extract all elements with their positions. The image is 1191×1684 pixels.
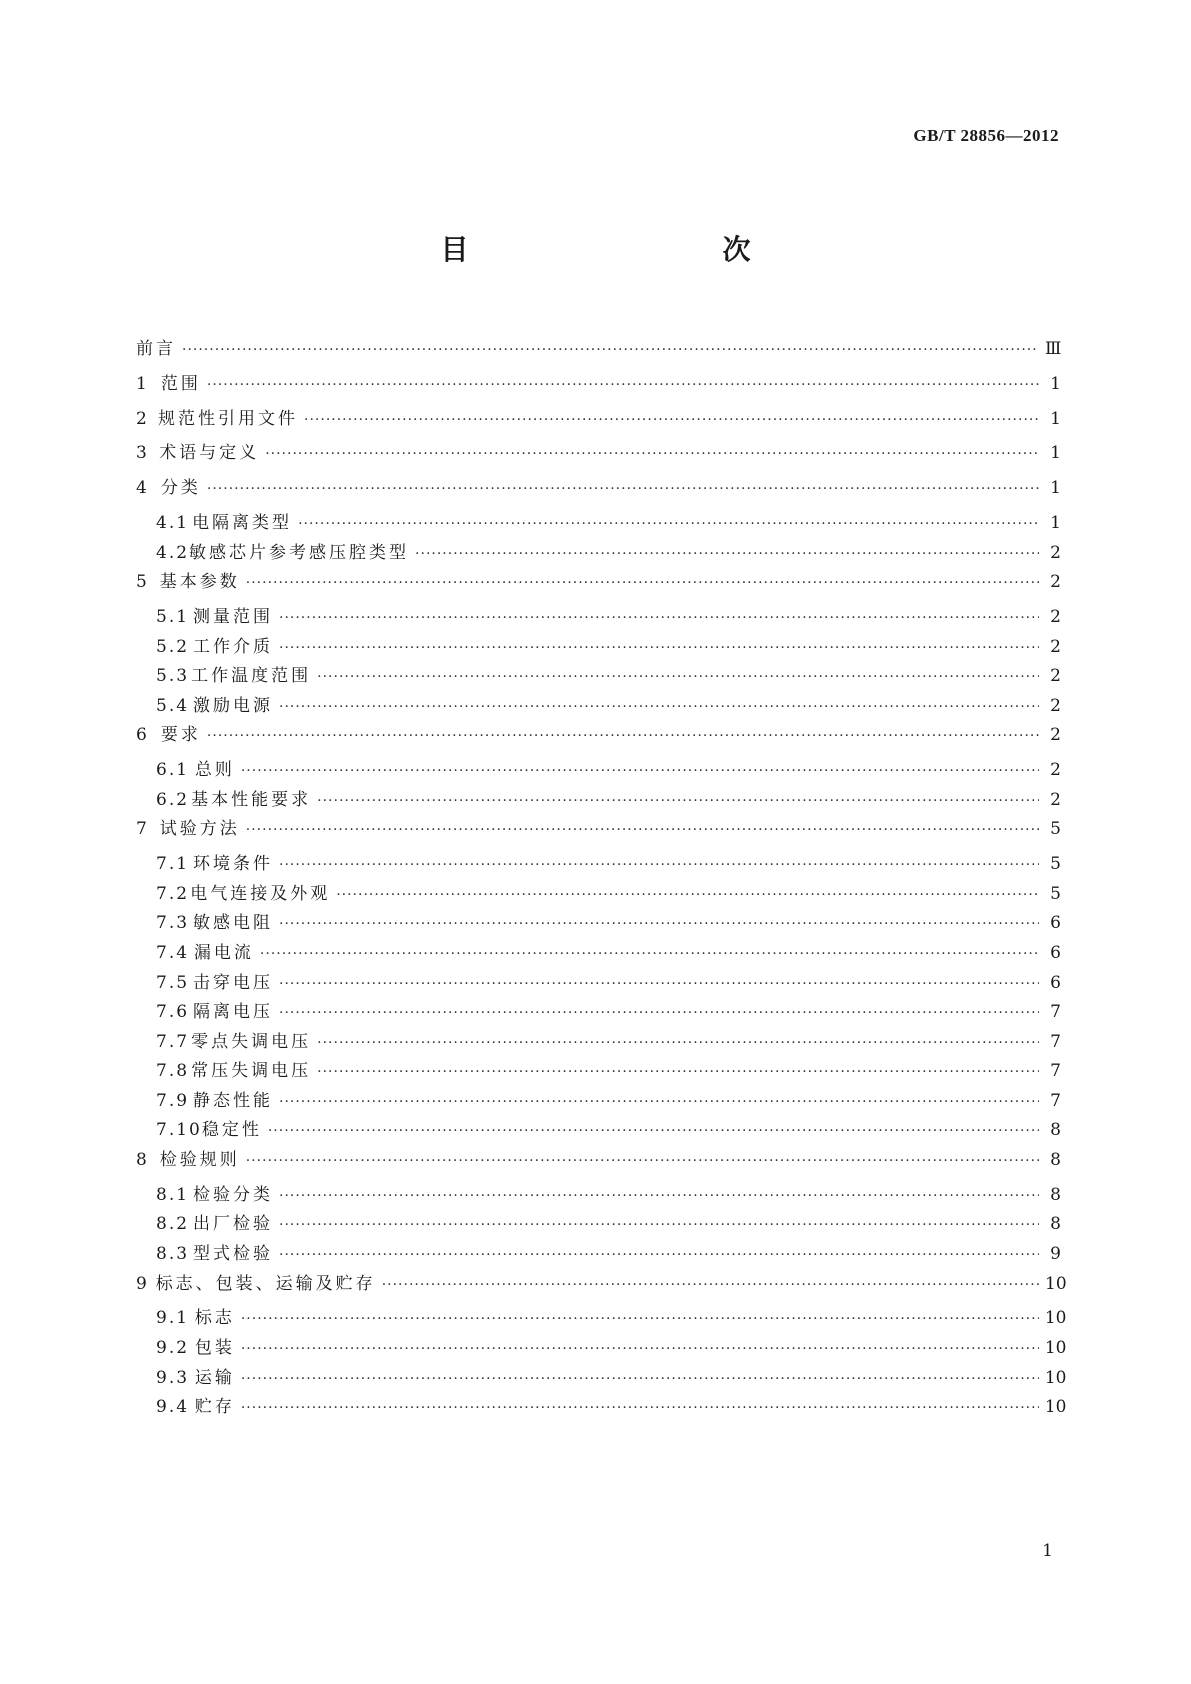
toc-entry[interactable] (136, 1056, 1061, 1086)
toc-entry-title: 基本参数 (159, 572, 240, 593)
toc-entry-title: 范围 (160, 373, 201, 394)
toc-entry-number: 9 (136, 1273, 149, 1294)
toc-entry-title: 前言 (136, 339, 176, 359)
dot-leader (317, 793, 1039, 809)
toc-entry-number: 4.1 (156, 512, 190, 533)
dot-leader (317, 1064, 1039, 1080)
toc-entry[interactable] (136, 404, 1061, 439)
toc-entry-title: 敏感芯片参考感压腔类型 (189, 542, 410, 563)
dot-leader (246, 575, 1039, 591)
toc-entry-number: 5.1 (156, 606, 190, 627)
toc-entry-title: 总则 (194, 760, 235, 781)
toc-entry-title: 型式检验 (193, 1244, 273, 1265)
toc-entry-title: 贮存 (194, 1397, 235, 1418)
toc-entry-page: 7 (1050, 1090, 1061, 1111)
toc-entry-page: 10 (1045, 1273, 1067, 1294)
toc-entry-title: 包装 (194, 1338, 235, 1359)
toc-entry-title: 稳定性 (201, 1120, 262, 1141)
toc-entry-title: 工作温度范围 (191, 666, 312, 687)
toc-entry-title: 常压失调电压 (191, 1061, 312, 1082)
dot-leader (317, 1035, 1039, 1051)
toc-entry[interactable] (136, 1392, 1067, 1422)
toc-entry[interactable] (136, 1303, 1067, 1333)
toc-entry-number: 7.9 (156, 1090, 190, 1111)
toc-entry-page: 8 (1050, 1214, 1061, 1235)
toc-entry[interactable] (136, 814, 1061, 849)
toc-entry-title: 敏感电阻 (193, 913, 273, 934)
toc-entry-title: 检验规则 (159, 1150, 240, 1171)
toc-heading: 目 次 (440, 233, 817, 266)
toc-entry-page: 2 (1050, 725, 1061, 746)
dot-leader (336, 887, 1039, 903)
toc-entry-page: 7 (1050, 1031, 1061, 1052)
toc-entry-page: 1 (1050, 512, 1061, 533)
toc-entry-number: 8.1 (156, 1184, 190, 1205)
toc-entry[interactable] (136, 1115, 1061, 1145)
toc-entry-number: 9.4 (156, 1397, 190, 1418)
dot-leader (241, 1311, 1039, 1327)
toc-entry-page: 5 (1050, 819, 1061, 840)
toc-entry-number: 7.1 (156, 854, 190, 875)
toc-entry-number: 4.2 (156, 542, 190, 563)
toc-entry[interactable] (136, 691, 1061, 721)
toc-entry-page: 2 (1050, 542, 1061, 563)
toc-entry-number: 8 (136, 1150, 149, 1171)
toc-entry[interactable] (136, 632, 1061, 662)
toc-entry-number: 5 (136, 572, 149, 593)
toc-entry-title: 测量范围 (193, 606, 273, 627)
toc-entry-number: 8.3 (156, 1244, 190, 1265)
toc-entry-page: 6 (1050, 913, 1061, 934)
toc-entry-number: 2 (136, 408, 149, 429)
standard-number: GB/T 28856—2012 (913, 126, 1059, 145)
toc-entry-page: 7 (1050, 1002, 1061, 1023)
toc-entry[interactable] (136, 1027, 1061, 1057)
toc-entry-number: 9.1 (156, 1308, 190, 1329)
toc-entry-number: 8.2 (156, 1214, 190, 1235)
dot-leader (304, 412, 1039, 428)
toc-entry[interactable] (136, 473, 1061, 508)
toc-entry-page: 2 (1050, 789, 1061, 810)
toc-entry[interactable] (136, 1363, 1067, 1393)
toc-entry-number: 5.4 (156, 695, 190, 716)
toc-entry-title: 检验分类 (193, 1184, 273, 1205)
dot-leader (241, 1341, 1039, 1357)
toc-entry[interactable] (136, 720, 1061, 755)
dot-leader (279, 1005, 1039, 1021)
toc-entry[interactable] (136, 508, 1061, 538)
toc-entry-page: 2 (1050, 666, 1061, 687)
toc-entry[interactable] (136, 602, 1061, 632)
toc-entry[interactable] (136, 1145, 1061, 1180)
toc-entry[interactable] (136, 908, 1061, 938)
toc-entry-page: 6 (1050, 942, 1061, 963)
toc-entry-page: 1 (1050, 443, 1061, 464)
toc-entry-page: 8 (1050, 1150, 1061, 1171)
dot-leader (279, 976, 1039, 992)
dot-leader (279, 640, 1039, 656)
toc-entry-page: 10 (1044, 1367, 1067, 1388)
dot-leader (382, 1277, 1039, 1293)
dot-leader (265, 446, 1039, 462)
dot-leader (182, 342, 1039, 358)
toc-entry-number: 7.2 (156, 883, 190, 904)
toc-entry-number: 6.1 (156, 760, 190, 781)
toc-entry-title: 规范性引用文件 (158, 408, 299, 429)
toc-entry-page: 2 (1050, 606, 1061, 627)
toc-entry[interactable] (136, 938, 1061, 968)
toc-entry-title: 术语与定义 (159, 443, 260, 464)
toc-entry-page: 10 (1044, 1308, 1067, 1329)
toc-entry-page: 10 (1044, 1397, 1067, 1418)
toc-entry-number: 6 (136, 725, 149, 746)
toc-entry-number: 4 (136, 478, 149, 499)
dot-leader (268, 1123, 1039, 1139)
toc-entry-page: 8 (1050, 1120, 1061, 1141)
dot-leader (298, 516, 1039, 532)
toc-entry[interactable] (136, 785, 1061, 815)
toc-entry[interactable] (136, 968, 1061, 998)
toc-entry-title: 要求 (160, 725, 201, 746)
dot-leader (246, 1153, 1039, 1169)
toc-entry-page: 5 (1050, 883, 1061, 904)
toc-entry-title: 电隔离类型 (192, 512, 293, 533)
toc-entry[interactable] (136, 661, 1061, 691)
dot-leader (279, 1188, 1039, 1204)
toc-entry[interactable] (136, 567, 1061, 602)
toc-entry[interactable] (136, 1239, 1061, 1269)
toc-entry[interactable] (136, 1269, 1067, 1304)
dot-leader (279, 1247, 1039, 1263)
toc-entry-page: 2 (1050, 760, 1061, 781)
toc-entry-title: 击穿电压 (193, 972, 273, 993)
toc-entry[interactable] (136, 1333, 1067, 1363)
toc-entry-title: 漏电流 (193, 942, 254, 963)
toc-entry-page: 8 (1050, 1184, 1061, 1205)
dot-leader (260, 946, 1039, 962)
toc-entry-title: 基本性能要求 (191, 789, 312, 810)
toc-entry-number: 3 (136, 443, 149, 464)
toc-entry-number: 6.2 (156, 789, 190, 810)
toc-entry-number: 7.5 (156, 972, 190, 993)
dot-leader (241, 1400, 1039, 1416)
toc-entry[interactable] (136, 1086, 1061, 1116)
dot-leader (279, 916, 1039, 932)
toc-entry-number: 7.4 (156, 942, 190, 963)
toc-entry[interactable] (136, 997, 1061, 1027)
toc-entry[interactable] (136, 538, 1061, 568)
toc-entry-title: 分类 (160, 478, 201, 499)
toc-entry[interactable] (136, 369, 1061, 404)
toc-entry-title: 零点失调电压 (191, 1031, 312, 1052)
toc-entry-number: 7.10 (156, 1120, 202, 1141)
toc-entry-number: 7.6 (156, 1002, 190, 1023)
toc-entry-page: 2 (1050, 636, 1061, 657)
toc-entry[interactable] (136, 755, 1061, 785)
toc-entry-number: 7.3 (156, 913, 190, 934)
toc-entry-title: 出厂检验 (193, 1214, 273, 1235)
toc-entry-number: 7.7 (156, 1031, 190, 1052)
table-of-contents (136, 334, 1067, 1422)
toc-entry-title: 标志 (194, 1308, 235, 1329)
toc-entry[interactable] (136, 879, 1061, 909)
dot-leader (415, 546, 1039, 562)
dot-leader (317, 669, 1039, 685)
toc-entry-title: 隔离电压 (193, 1002, 273, 1023)
dot-leader (279, 1217, 1039, 1233)
toc-entry-title: 运输 (194, 1367, 235, 1388)
toc-entry[interactable] (136, 1180, 1061, 1210)
toc-entry-page: 10 (1044, 1338, 1067, 1359)
toc-entry-page: 2 (1050, 695, 1061, 716)
toc-entry[interactable] (136, 849, 1061, 879)
dot-leader (279, 1094, 1039, 1110)
toc-entry[interactable] (136, 334, 1061, 369)
toc-entry-title: 试验方法 (159, 819, 240, 840)
page-number: 1 (1042, 1541, 1053, 1561)
dot-leader (241, 1371, 1039, 1387)
toc-entry-page: 9 (1050, 1244, 1061, 1265)
toc-entry-title: 激励电源 (193, 695, 273, 716)
toc-entry[interactable] (136, 1209, 1061, 1239)
toc-entry-page: Ⅲ (1045, 339, 1062, 359)
dot-leader (279, 610, 1039, 626)
toc-entry-title: 静态性能 (193, 1090, 273, 1111)
dot-leader (279, 857, 1039, 873)
toc-entry-number: 7.8 (156, 1061, 190, 1082)
toc-entry-page: 7 (1050, 1061, 1061, 1082)
toc-entry-page: 6 (1050, 972, 1061, 993)
toc-entry-number: 5.3 (156, 666, 190, 687)
toc-entry-page: 1 (1050, 478, 1061, 499)
toc-entry-number: 5.2 (156, 636, 190, 657)
toc-entry-number: 1 (136, 373, 149, 394)
toc-entry-number: 7 (136, 819, 149, 840)
toc-entry-number: 9.2 (156, 1338, 190, 1359)
toc-entry-page: 1 (1050, 408, 1061, 429)
toc-entry-page: 5 (1050, 854, 1061, 875)
toc-entry-title: 标志、包装、运输及贮存 (155, 1273, 376, 1294)
toc-entry-title: 环境条件 (193, 854, 273, 875)
toc-entry-title: 电气连接及外观 (190, 883, 331, 904)
dot-leader (279, 699, 1039, 715)
dot-leader (207, 728, 1039, 744)
toc-entry-number: 9.3 (156, 1367, 190, 1388)
dot-leader (241, 763, 1039, 779)
dot-leader (207, 481, 1039, 497)
dot-leader (246, 822, 1039, 838)
toc-entry-page: 1 (1050, 373, 1061, 394)
dot-leader (207, 377, 1039, 393)
toc-entry-title: 工作介质 (193, 636, 273, 657)
toc-entry-page: 2 (1050, 572, 1061, 593)
toc-entry[interactable] (136, 438, 1061, 473)
